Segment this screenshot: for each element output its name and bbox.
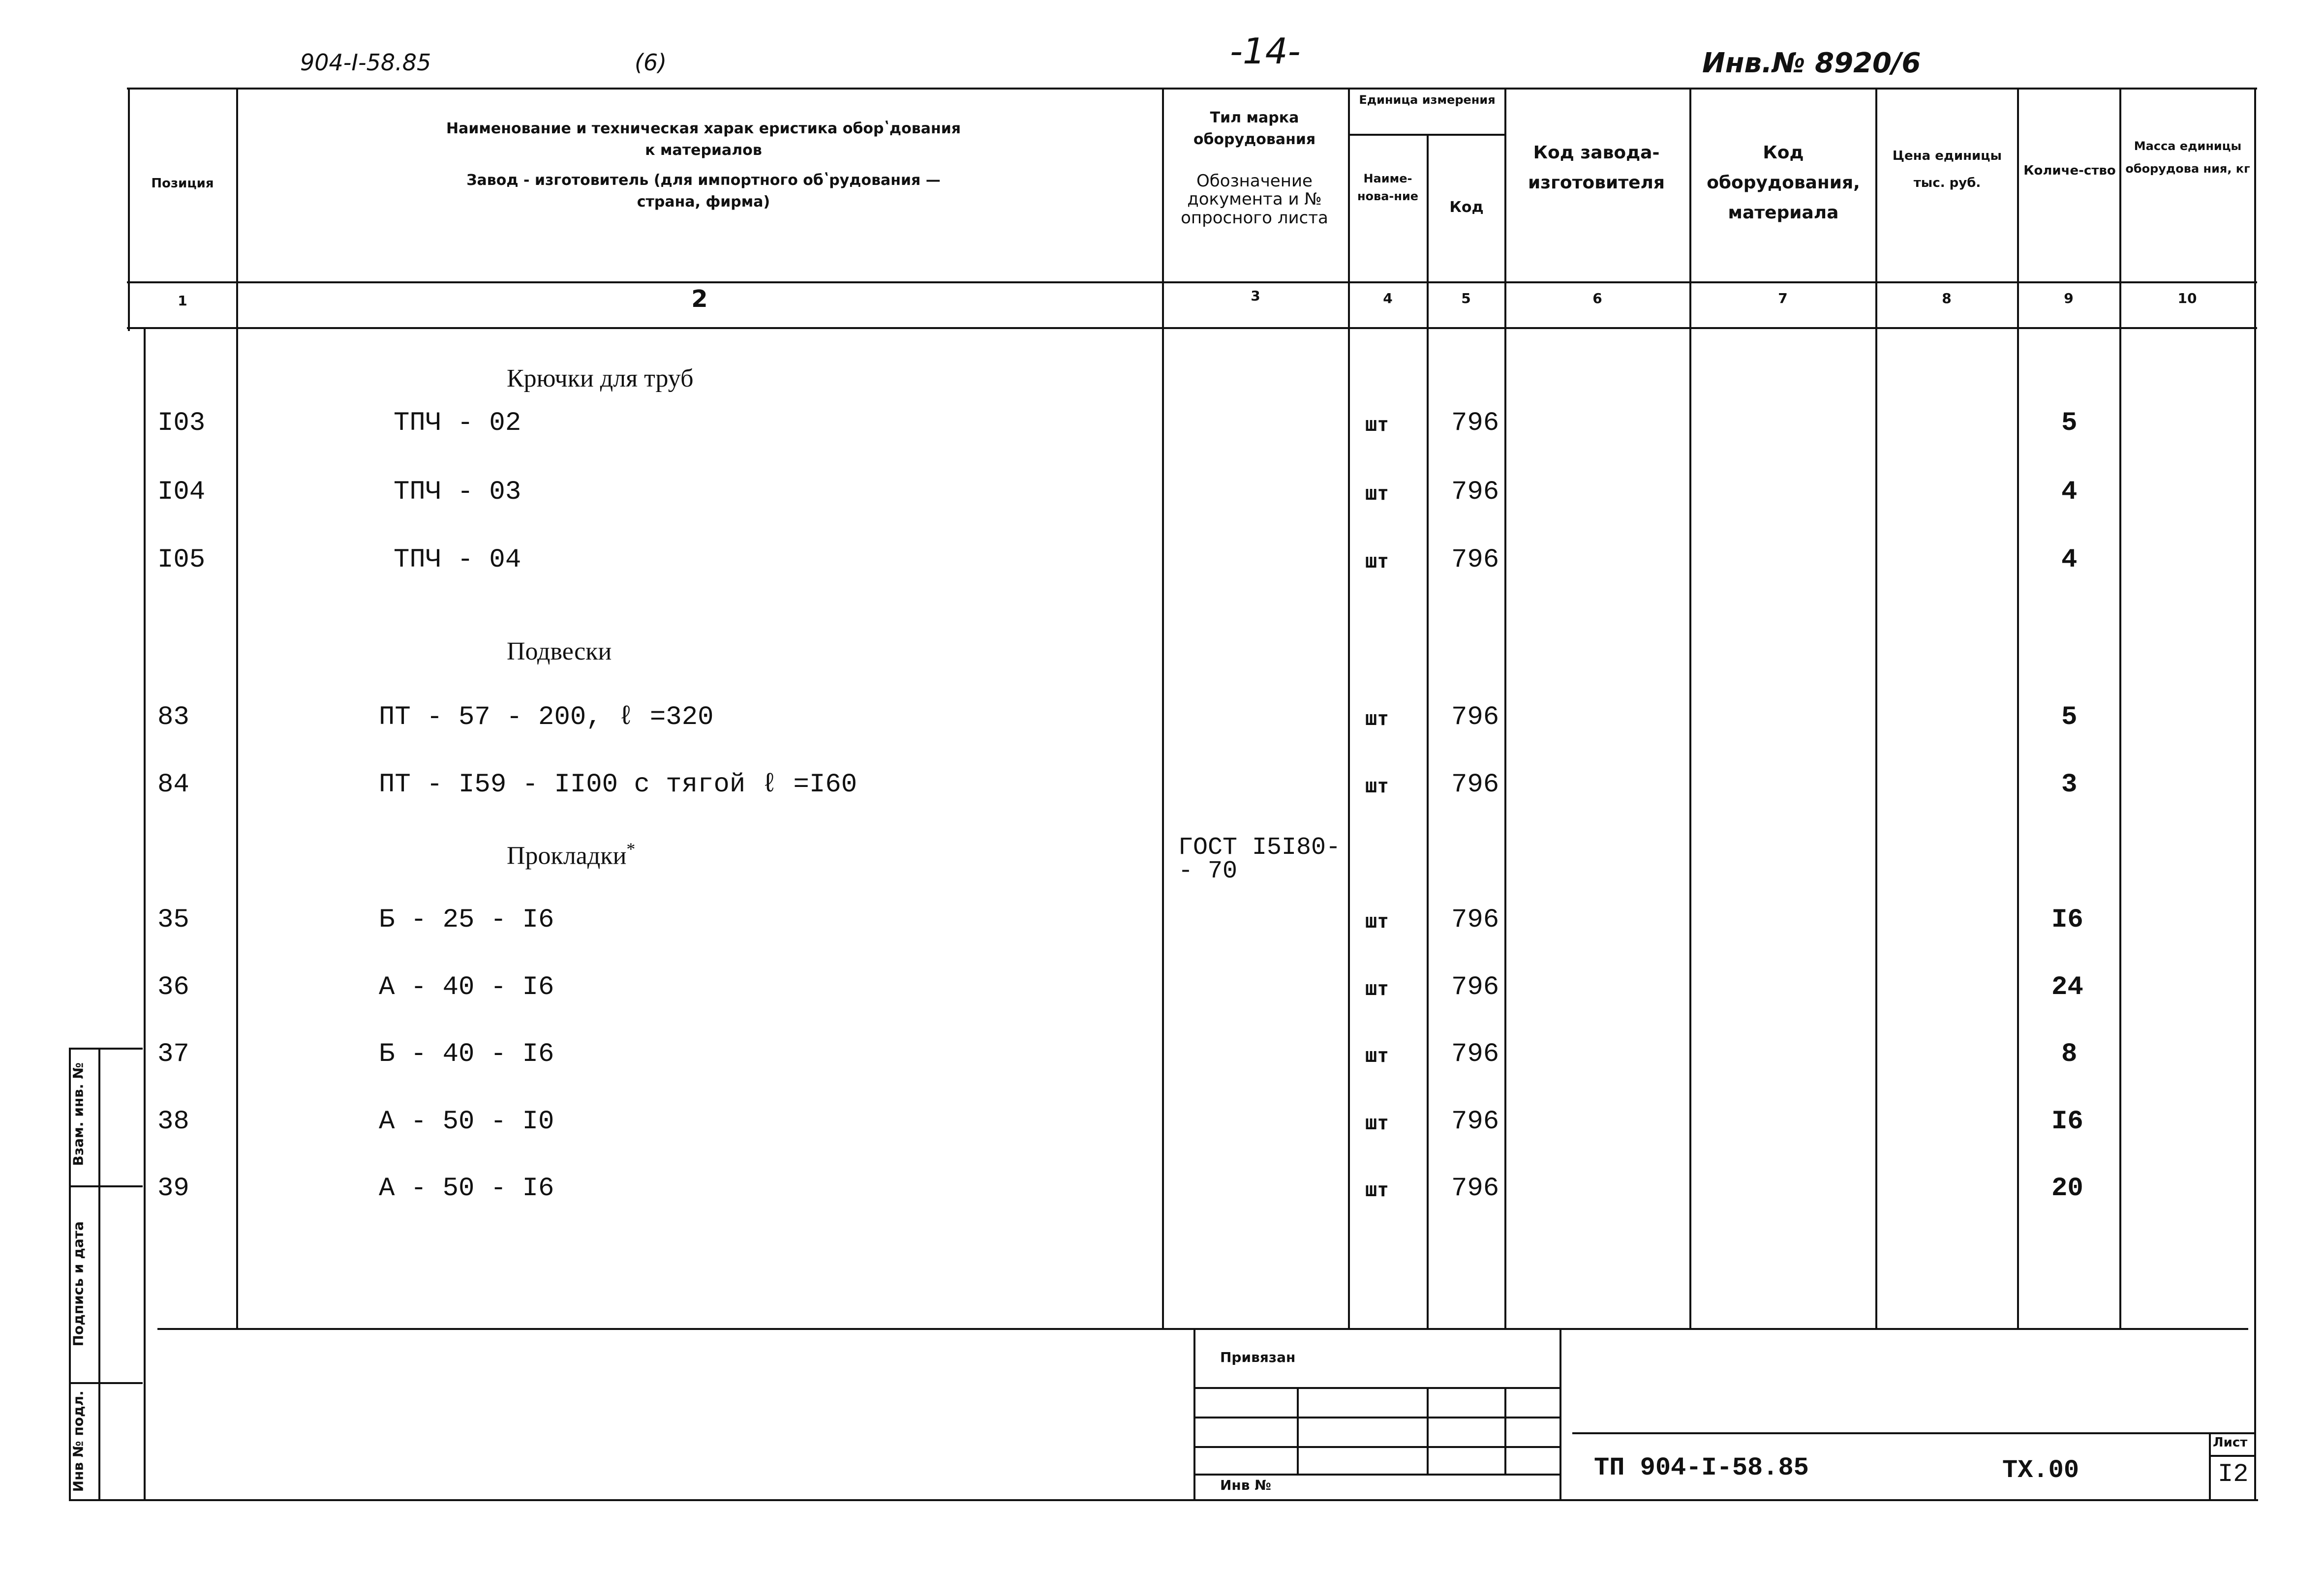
section-hangers: Подвески [507, 637, 612, 665]
table-row [0, 1107, 2324, 1141]
row-quantity: I6 [2051, 1107, 2083, 1137]
row-name: ТПЧ - 03 [394, 477, 521, 507]
row-unit: шт [1365, 550, 1389, 573]
section-hooks: Крючки для труб [507, 364, 694, 392]
inventory-number: Инв.№ 8920/6 [1702, 47, 1921, 79]
row-unit: шт [1365, 482, 1389, 505]
row-unit: шт [1365, 910, 1389, 933]
inventory-label: Инв № [1220, 1477, 1271, 1493]
row-unit: шт [1365, 775, 1389, 797]
table-row [0, 545, 2324, 579]
header-document: Обозначение документа и № опросного листа [1181, 171, 1328, 228]
row-position: I03 [157, 408, 206, 438]
table-row [0, 1174, 2324, 1208]
row-position: I05 [157, 545, 206, 575]
row-position: 83 [157, 702, 189, 732]
row-quantity: 5 [2061, 702, 2078, 732]
row-name: ПТ - 57 - 200, ℓ =320 [379, 702, 714, 732]
gost-reference: ГОСТ I5I80- - 70 [1178, 834, 1341, 885]
header-quantity: Количе-ство [2023, 163, 2116, 178]
table-row [0, 972, 2324, 1007]
row-unit: шт [1365, 707, 1389, 730]
row-name: ТПЧ - 02 [394, 408, 521, 438]
table-row [0, 408, 2324, 443]
header-position: Позиция [151, 176, 214, 191]
row-quantity: 4 [2061, 477, 2078, 507]
row-name: А - 50 - I0 [379, 1107, 554, 1137]
row-unit-code: 796 [1451, 477, 1499, 507]
header-manufacturer-code: Код завода-изготовителя [1528, 143, 1665, 193]
row-position: 35 [157, 905, 189, 935]
row-unit-code: 796 [1451, 702, 1499, 732]
side-stamp-replacement: Взам. инв. № [70, 1062, 87, 1166]
table-row [0, 702, 2324, 737]
row-unit-code: 796 [1451, 408, 1499, 438]
header-type: Тил марка оборудования [1193, 109, 1316, 148]
header-unit-name: Наиме-нова-ние [1357, 172, 1419, 203]
row-unit-code: 796 [1451, 905, 1499, 935]
row-unit: шт [1365, 1178, 1389, 1201]
row-quantity: 5 [2061, 408, 2078, 438]
header-unit-price: Цена единицы тыс. руб. [1892, 149, 2002, 190]
row-unit: шт [1365, 1112, 1389, 1134]
row-position: 38 [157, 1107, 189, 1137]
page-number: -14- [1230, 30, 1301, 72]
row-unit-code: 796 [1451, 770, 1499, 800]
linked-label: Привязан [1220, 1349, 1296, 1365]
row-quantity: I6 [2051, 905, 2083, 935]
row-unit-code: 796 [1451, 1107, 1499, 1137]
row-unit: шт [1365, 977, 1389, 1000]
row-name: Б - 40 - I6 [379, 1039, 554, 1069]
row-unit-code: 796 [1451, 1174, 1499, 1204]
row-unit-code: 796 [1451, 972, 1499, 1002]
row-position: 84 [157, 770, 189, 800]
row-quantity: 8 [2061, 1039, 2078, 1069]
header-name: Наименование и техническая харак еристика оборʽдования к материалов Завод - изготовитель (для импортного обʽрудования — страна, фирма) [446, 120, 961, 211]
row-unit: шт [1365, 413, 1389, 436]
document-part: (6) [635, 49, 667, 76]
row-quantity: 3 [2061, 770, 2078, 800]
row-name: А - 40 - I6 [379, 972, 554, 1002]
row-quantity: 20 [2051, 1174, 2083, 1204]
row-position: I04 [157, 477, 206, 507]
row-position: 37 [157, 1039, 189, 1069]
row-unit-code: 796 [1451, 1039, 1499, 1069]
header-unit-group: Единица измерения [1359, 93, 1496, 107]
side-stamp-original: Инв № подл. [70, 1390, 87, 1492]
header-unit-code: Код [1449, 199, 1484, 216]
side-stamp-signature: Подпись и дата [70, 1221, 87, 1347]
sheet-number: I2 [2218, 1460, 2249, 1489]
row-position: 39 [157, 1174, 189, 1204]
document-code: 904-I-58.85 [300, 49, 431, 76]
section-gaskets: Прокладки* [507, 839, 636, 870]
row-quantity: 4 [2061, 545, 2078, 575]
header-unit-mass: Масса единицы оборудова ния, кг [2125, 139, 2250, 176]
row-quantity: 24 [2051, 972, 2083, 1002]
row-name: А - 50 - I6 [379, 1174, 554, 1204]
header-material-code: Код оборудования, материала [1707, 143, 1860, 223]
row-name: ПТ - I59 - II00 с тягой ℓ =I60 [379, 770, 857, 800]
row-name: Б - 25 - I6 [379, 905, 554, 935]
doc-section: ТХ.00 [2002, 1456, 2079, 1485]
row-name: ТПЧ - 04 [394, 545, 521, 575]
row-unit-code: 796 [1451, 545, 1499, 575]
table-row [0, 770, 2324, 804]
table-row [0, 905, 2324, 939]
sheet-label: Лист [2213, 1435, 2248, 1450]
doc-code: ТП 904-I-58.85 [1594, 1453, 1809, 1482]
row-unit: шт [1365, 1044, 1389, 1067]
table-row [0, 1039, 2324, 1074]
table-row [0, 477, 2324, 512]
row-position: 36 [157, 972, 189, 1002]
